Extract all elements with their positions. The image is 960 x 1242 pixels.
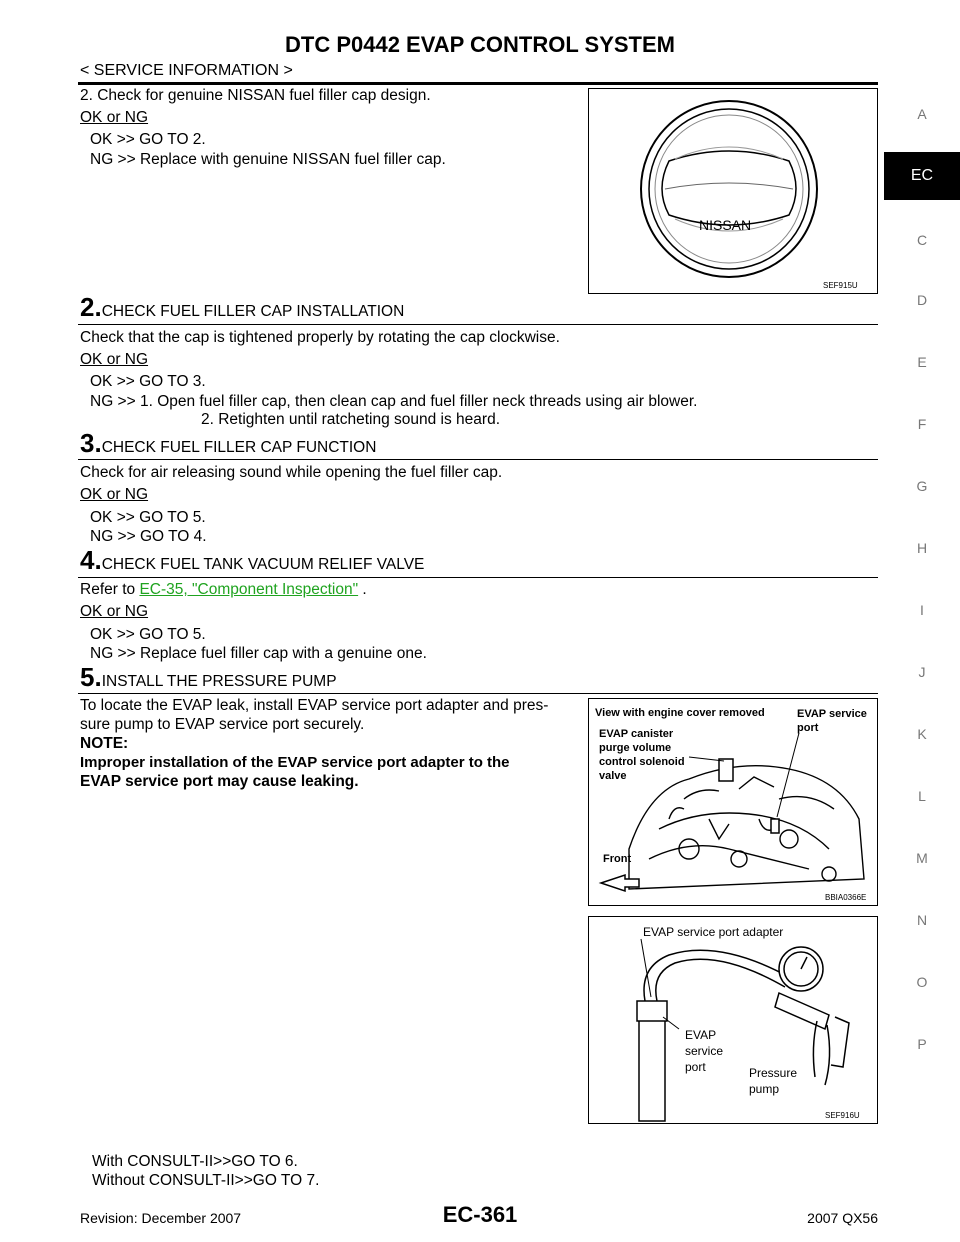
evap-port-label-line-2: service: [685, 1044, 724, 1058]
page-title: DTC P0442 EVAP CONTROL SYSTEM: [285, 32, 675, 57]
tab-l[interactable]: L: [918, 788, 926, 804]
without-consult-result: Without CONSULT-II>>GO TO 7.: [92, 1172, 320, 1189]
tab-j[interactable]: J: [918, 664, 926, 680]
ng-result-cont: 2. Retighten until ratcheting sound is heard.: [201, 411, 500, 428]
step-title: INSTALL THE PRESSURE PUMP: [101, 673, 337, 690]
step-divider: [78, 324, 878, 325]
intro-line: 2. Check for genuine NISSAN fuel filler cap design.: [80, 87, 431, 104]
engine-view-figure: [588, 698, 878, 906]
step-body-line-2: sure pump to EVAP service port securely.: [80, 716, 365, 733]
purge-valve-label-line-1: EVAP canister: [599, 728, 674, 740]
step-body: [80, 580, 367, 600]
purge-valve-label-line-4: valve: [599, 770, 627, 782]
note-line-2: EVAP service port may cause leaking.: [80, 773, 359, 790]
purge-valve-label-line-2: purge volume: [599, 742, 672, 754]
tab-ec[interactable]: EC: [884, 152, 960, 200]
ok-result: OK >> GO TO 5.: [90, 509, 206, 526]
tab-f[interactable]: F: [917, 416, 927, 432]
fuel-cap-illustration: [589, 89, 877, 293]
step-body: Check that the cap is tightened properly by rotating the cap clockwise.: [80, 329, 560, 346]
tab-h[interactable]: H: [916, 540, 928, 556]
step-4-heading: [80, 545, 424, 576]
tab-d[interactable]: D: [916, 292, 928, 308]
engine-view-title: View with engine cover removed: [595, 707, 765, 719]
evap-port-label-line-1: EVAP: [685, 1028, 717, 1042]
step-title: CHECK FUEL FILLER CAP FUNCTION: [101, 439, 377, 456]
step-title: CHECK FUEL FILLER CAP INSTALLATION: [101, 303, 405, 320]
step-divider: [78, 577, 878, 578]
refer-suffix: .: [358, 581, 367, 598]
pressure-pump-label-line-2: pump: [749, 1082, 780, 1096]
step-3-heading: [80, 428, 376, 459]
pressure-pump-illustration: [589, 917, 877, 1123]
okng-label: OK or NG: [80, 486, 149, 503]
with-consult-result: With CONSULT-II>>GO TO 6.: [92, 1153, 298, 1170]
ng-result: NG >> GO TO 4.: [90, 528, 207, 545]
step-number: 3.: [80, 428, 102, 458]
step-number: 4.: [80, 545, 102, 575]
figure-id: SEF915U: [823, 281, 858, 290]
figure-id: BBIA0366E: [825, 893, 867, 902]
ng-result: NG >> Replace with genuine NISSAN fuel filler cap.: [90, 151, 446, 168]
adapter-label: EVAP service port adapter: [643, 925, 784, 939]
step-body-line-1: To locate the EVAP leak, install EVAP service port adapter and pres-: [80, 697, 549, 714]
refer-prefix: Refer to: [80, 581, 140, 598]
component-inspection-link[interactable]: EC-35, "Component Inspection": [139, 581, 359, 598]
purge-valve-label-line-3: control solenoid: [599, 756, 685, 768]
front-label: Front: [603, 853, 632, 865]
ok-result: OK >> GO TO 5.: [90, 626, 206, 643]
note-label: NOTE:: [80, 735, 129, 752]
evap-port-label: [685, 1027, 723, 1075]
step-title: CHECK FUEL TANK VACUUM RELIEF VALVE: [101, 556, 425, 573]
page-subtitle: < SERVICE INFORMATION >: [80, 62, 293, 79]
pressure-pump-label: [749, 1065, 797, 1097]
tab-m[interactable]: M: [916, 850, 928, 866]
tab-e[interactable]: E: [917, 354, 927, 370]
step-divider: [78, 459, 878, 460]
pressure-pump-figure: [588, 916, 878, 1124]
ng-result: NG >> 1. Open fuel filler cap, then clean cap and fuel filler neck threads using air blower.: [90, 393, 698, 410]
ok-result: OK >> GO TO 3.: [90, 373, 206, 390]
tab-c[interactable]: C: [916, 232, 928, 248]
tab-p[interactable]: P: [917, 1036, 927, 1052]
header-divider: [78, 82, 878, 85]
fuel-cap-figure: [588, 88, 878, 294]
purge-valve-label: [599, 727, 685, 783]
evap-port-label-line-3: port: [685, 1060, 706, 1074]
evap-service-port-label: EVAP service port: [797, 708, 867, 734]
cap-brand-label: NISSAN: [699, 217, 752, 233]
okng-label: OK or NG: [80, 109, 149, 126]
tab-o[interactable]: O: [916, 974, 928, 990]
revision-date: Revision: December 2007: [80, 1210, 242, 1226]
tab-g[interactable]: G: [916, 478, 928, 494]
step-5-heading: [80, 662, 337, 693]
tab-n[interactable]: N: [916, 912, 928, 928]
note-line-1: Improper installation of the EVAP service port adapter to the: [80, 754, 510, 771]
step-2-heading: [80, 292, 404, 323]
ng-result: NG >> Replace fuel filler cap with a genuine one.: [90, 645, 427, 662]
model-year: 2007 QX56: [807, 1210, 878, 1226]
tab-k[interactable]: K: [917, 726, 927, 742]
tab-a[interactable]: A: [917, 106, 927, 122]
tab-i[interactable]: I: [920, 602, 924, 618]
page-number: EC-361: [442, 1202, 518, 1227]
pressure-pump-label-line-1: Pressure: [749, 1066, 798, 1080]
figure-id: SEF916U: [825, 1111, 860, 1120]
step-number: 5.: [80, 662, 102, 692]
ok-result: OK >> GO TO 2.: [90, 131, 206, 148]
step-number: 2.: [80, 292, 102, 322]
step-body: Check for air releasing sound while opening the fuel filler cap.: [80, 464, 503, 481]
step-divider: [78, 693, 878, 694]
okng-label: OK or NG: [80, 351, 149, 368]
okng-label: OK or NG: [80, 603, 149, 620]
